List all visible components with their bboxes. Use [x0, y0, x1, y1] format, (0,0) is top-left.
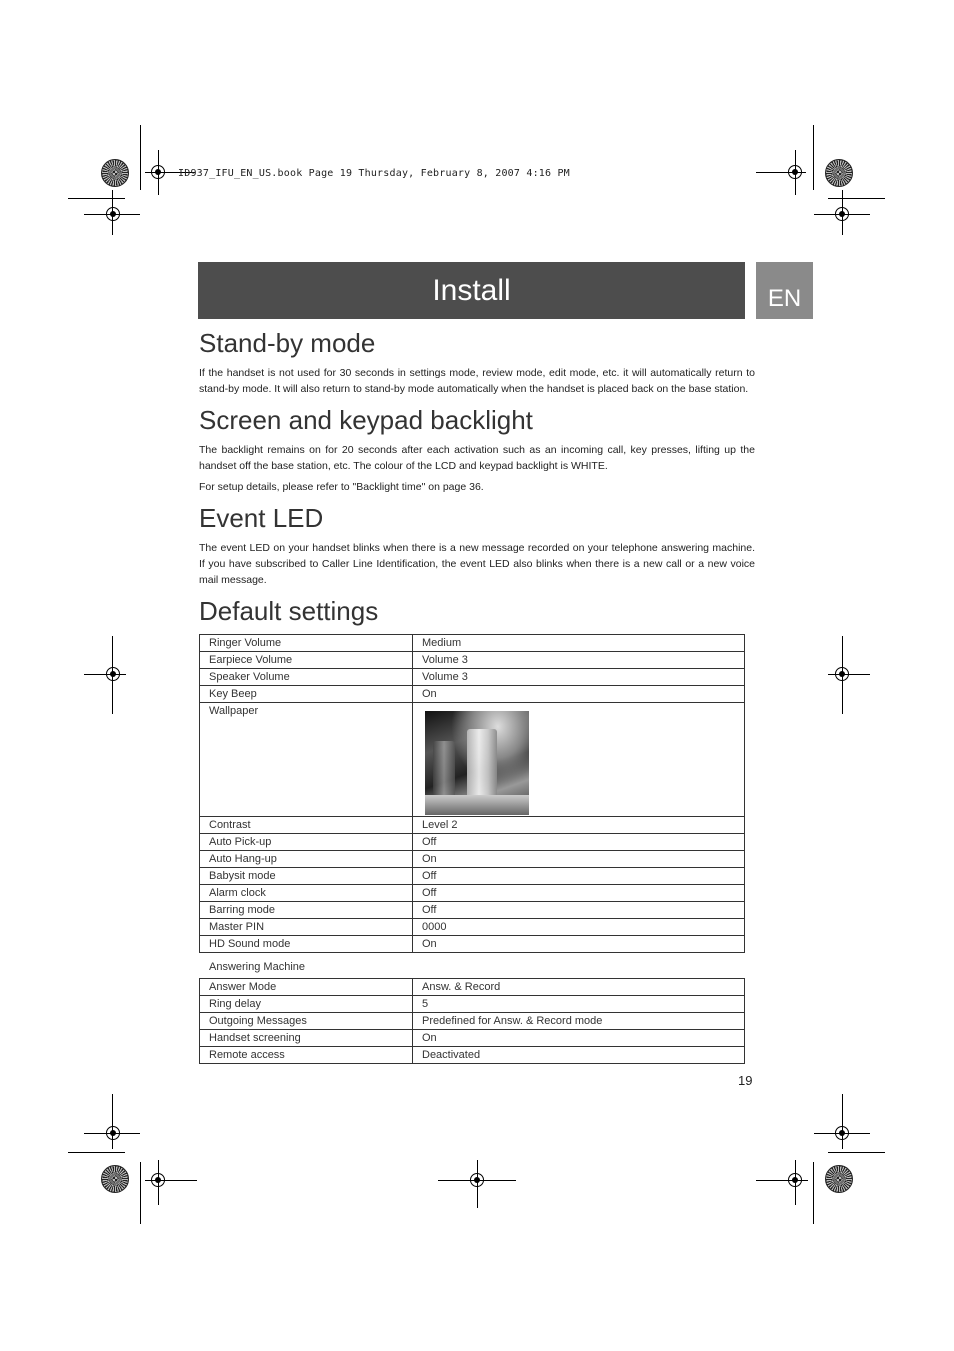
crop-line	[842, 190, 843, 235]
table-row	[200, 868, 745, 885]
setting-value: 0000	[413, 919, 745, 936]
setting-value: Volume 3	[413, 669, 745, 686]
crop-line	[828, 674, 870, 675]
setting-value: Off	[413, 885, 745, 902]
setting-name: Speaker Volume	[200, 669, 413, 686]
table-row	[200, 635, 745, 652]
setting-name: Alarm clock	[200, 885, 413, 902]
setting-value: Off	[413, 834, 745, 851]
crop-line	[158, 150, 159, 195]
setting-name: Earpiece Volume	[200, 652, 413, 669]
setting-name: Contrast	[200, 817, 413, 834]
setting-name: Auto Pick-up	[200, 834, 413, 851]
crop-line	[158, 1160, 159, 1205]
setting-value: On	[413, 851, 745, 868]
crop-line	[112, 190, 113, 235]
registration-rosette-icon	[825, 159, 853, 187]
registration-rosette-icon	[101, 1165, 129, 1193]
crop-line	[145, 1180, 197, 1181]
crop-line	[140, 125, 141, 190]
setting-value: On	[413, 936, 745, 953]
setting-name: Barring mode	[200, 902, 413, 919]
setting-name: Babysit mode	[200, 868, 413, 885]
table-row	[200, 885, 745, 902]
setting-value: 5	[413, 996, 745, 1013]
setting-name: Handset screening	[200, 1030, 413, 1047]
table-row	[200, 851, 745, 868]
default-settings-heading: Default settings	[199, 596, 379, 626]
setting-value: Medium	[413, 635, 745, 652]
setting-value: Level 2	[413, 817, 745, 834]
standby-heading: Stand-by mode	[199, 328, 376, 358]
table-row	[200, 996, 745, 1013]
setting-value: Predefined for Answ. & Record mode	[413, 1013, 745, 1030]
crop-line	[828, 1152, 885, 1153]
backlight-note: For setup details, please refer to "Backlight time" on page 36.	[199, 481, 484, 493]
table-row	[200, 902, 745, 919]
answering-machine-caption: Answering Machine	[209, 961, 305, 973]
crop-line	[756, 1180, 808, 1181]
backlight-text: The backlight remains on for 20 seconds after each activation such as an incoming call, key presses, lifting up the handset off the base station, etc. The colour of the LCD and keypad backlight is WHITE.	[199, 444, 755, 472]
crop-line	[112, 1094, 113, 1149]
backlight-heading: Screen and keypad backlight	[199, 405, 533, 435]
table-row	[200, 669, 745, 686]
table-row	[200, 919, 745, 936]
setting-name: Wallpaper	[200, 703, 413, 817]
table-row	[200, 652, 745, 669]
crop-line	[68, 198, 125, 199]
setting-name: Master PIN	[200, 919, 413, 936]
language-tab: EN	[756, 262, 813, 319]
table-row	[200, 1030, 745, 1047]
setting-value: On	[413, 686, 745, 703]
registration-rosette-icon	[825, 1165, 853, 1193]
crop-line	[795, 150, 796, 195]
event-led-heading: Event LED	[199, 503, 324, 533]
page-number: 19	[738, 1073, 753, 1088]
table-row	[200, 1013, 745, 1030]
registration-rosette-icon	[101, 159, 129, 187]
crop-line	[84, 674, 126, 675]
standby-text: If the handset is not used for 30 seconds in settings mode, review mode, edit mode, etc. it will automatically return to stand-by mode. It will also return to stand-by mode automatically when the handset is placed back on the base station.	[199, 367, 755, 395]
crop-line	[813, 125, 814, 190]
table-row	[200, 979, 745, 996]
crop-line	[842, 1094, 843, 1149]
crop-line	[828, 198, 885, 199]
print-info: ID937_IFU_EN_US.book Page 19 Thursday, February 8, 2007 4:16 PM	[178, 168, 570, 179]
crop-line	[112, 636, 113, 714]
crop-line	[477, 1160, 478, 1208]
setting-name: Auto Hang-up	[200, 851, 413, 868]
table-row	[200, 936, 745, 953]
crop-line	[68, 1152, 125, 1153]
table-row	[200, 1047, 745, 1064]
crop-line	[140, 1162, 141, 1224]
crop-line	[813, 1162, 814, 1224]
wallpaper-image	[425, 711, 529, 815]
setting-value: Off	[413, 868, 745, 885]
crop-line	[842, 636, 843, 714]
glass-shape	[467, 729, 497, 805]
crop-line	[795, 1160, 796, 1205]
setting-value: Answ. & Record	[413, 979, 745, 996]
setting-name: Ringer Volume	[200, 635, 413, 652]
event-led-text: The event LED on your handset blinks when there is a new message recorded on your telephone answering machine. If you have subscribed to Caller Line Identification, the event LED also blinks when there is a new call or a new voice mail message.	[199, 542, 755, 586]
setting-name: Outgoing Messages	[200, 1013, 413, 1030]
table-row	[200, 686, 745, 703]
table-row	[200, 817, 745, 834]
setting-name: Key Beep	[200, 686, 413, 703]
setting-value: Off	[413, 902, 745, 919]
setting-value: Deactivated	[413, 1047, 745, 1064]
setting-name: Ring delay	[200, 996, 413, 1013]
setting-value: On	[413, 1030, 745, 1047]
table-edge-shape	[425, 795, 529, 815]
page-title: Install	[198, 262, 745, 319]
table-row	[200, 834, 745, 851]
setting-value: Volume 3	[413, 652, 745, 669]
setting-name: HD Sound mode	[200, 936, 413, 953]
setting-name: Answer Mode	[200, 979, 413, 996]
setting-name: Remote access	[200, 1047, 413, 1064]
answering-table	[199, 978, 745, 1064]
